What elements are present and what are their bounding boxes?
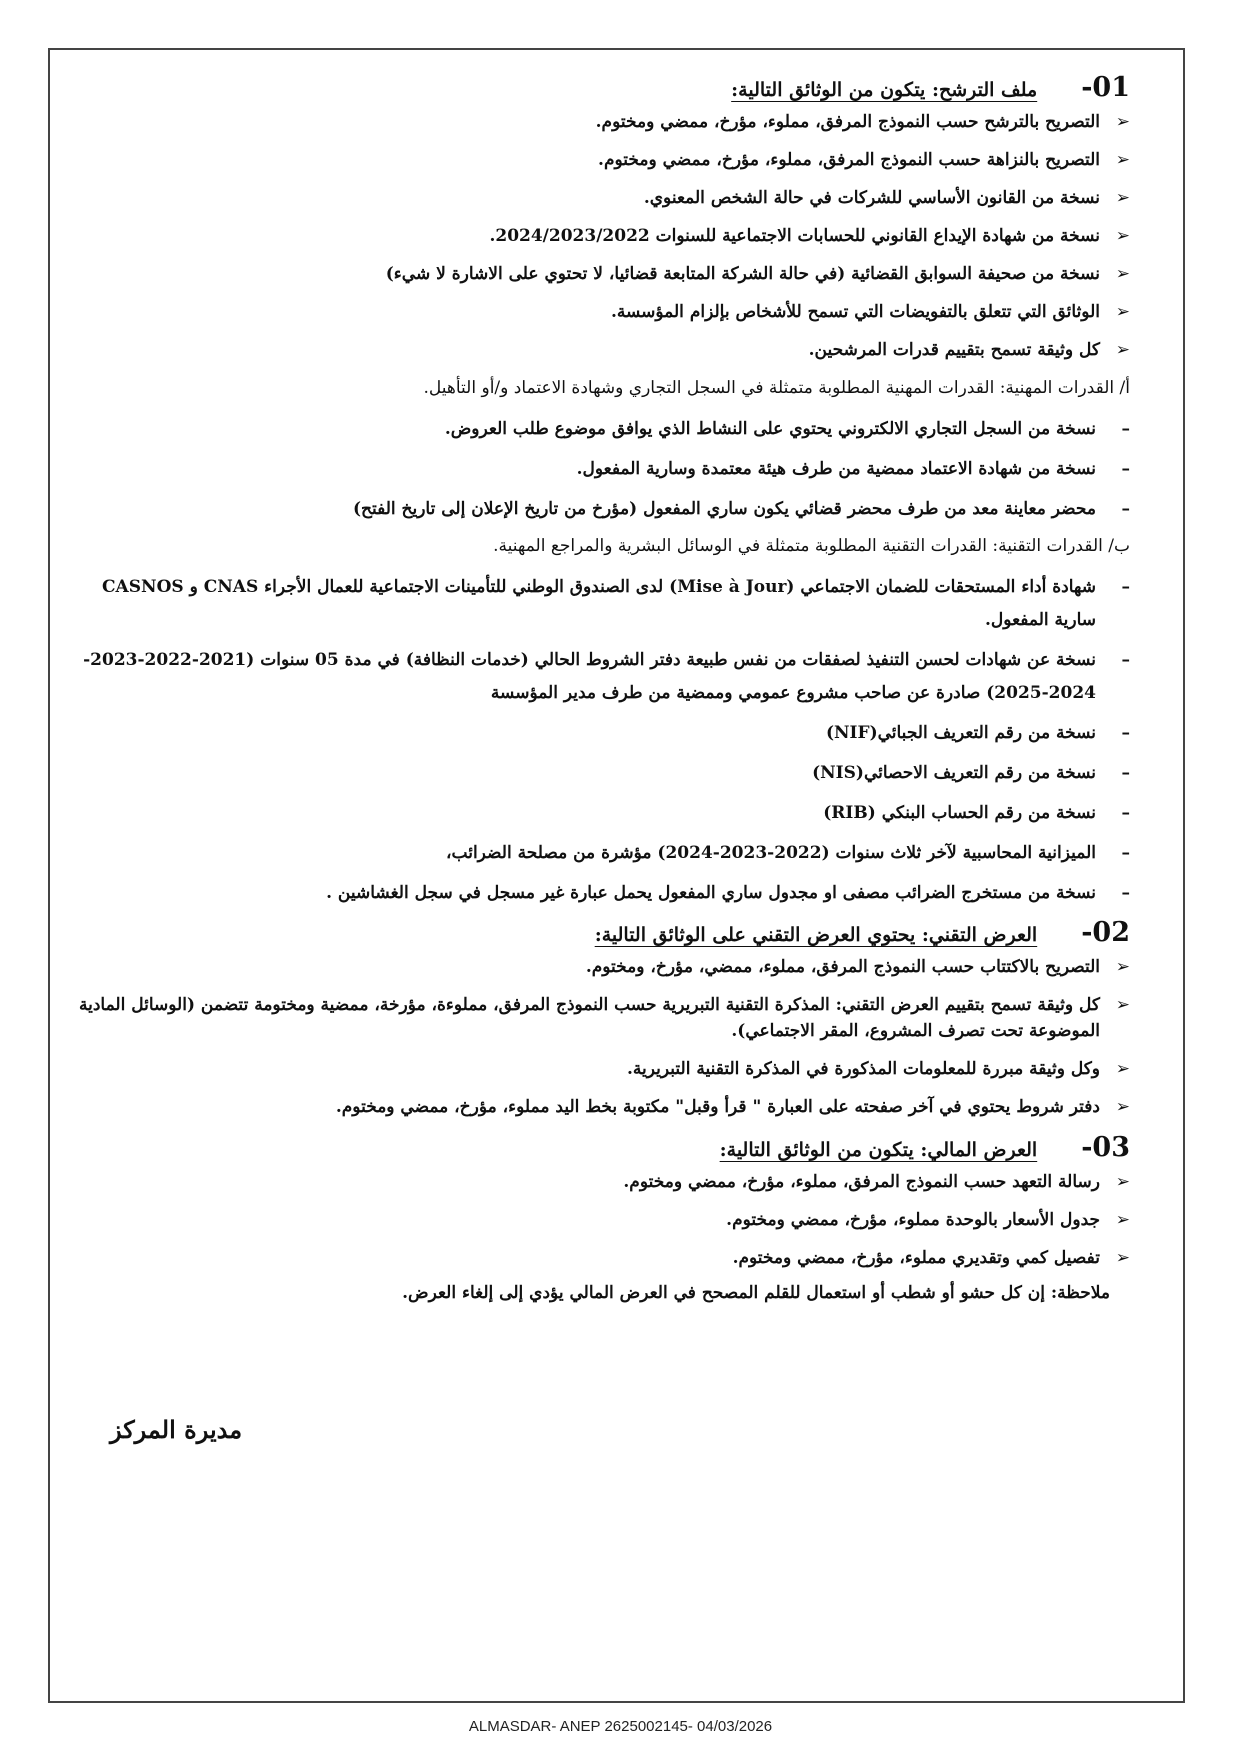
document-body xyxy=(60,66,1140,1303)
section-03-list xyxy=(60,1169,1140,1271)
list-item: ➢ نسخة من القانون الأساسي للشركات في حالة الشخص المعنوي. xyxy=(60,185,1130,211)
professional-capacities-list xyxy=(60,413,1140,526)
dash-bullet-icon: – xyxy=(1121,803,1130,823)
arrow-bullet-icon: ➢ xyxy=(1115,1172,1130,1192)
dash-bullet-icon: – xyxy=(1121,499,1130,519)
list-item: ➢ وكل وثيقة مبررة للمعلومات المذكورة في المذكرة التقنية التبريرية. xyxy=(60,1056,1130,1082)
arrow-bullet-icon: ➢ xyxy=(1115,340,1130,360)
list-item: ➢ كل وثيقة تسمح بتقييم العرض التقني: المذكرة التقنية التبريرية حسب النموذج المرفق، مملوءة، مؤرخة، ممضية ومختومة تتضمن (الوسائل المادية الموضوعة تحت تصرف المشروع، المقر الاجتماعي). xyxy=(60,992,1130,1044)
list-item: ➢ كل وثيقة تسمح بتقييم قدرات المرشحين. xyxy=(60,337,1130,363)
footer-reference: ALMASDAR- ANEP 2625002145- 04/03/2026 xyxy=(468,1718,773,1735)
list-item: – نسخة من شهادة الاعتماد ممضية من طرف هيئة معتمدة وسارية المفعول. xyxy=(60,453,1130,486)
list-item: – محضر معاينة معد من طرف محضر قضائي يكون ساري المفعول (مؤرخ من تاريخ الإعلان إلى تاريخ الفتح) xyxy=(60,493,1130,526)
dash-bullet-icon: – xyxy=(1121,419,1130,439)
dash-bullet-icon: – xyxy=(1121,577,1130,597)
section-03-heading xyxy=(60,1132,1140,1163)
list-item: ➢ التصريح بالنزاهة حسب النموذج المرفق، مملوء، مؤرخ، ممضي ومختوم. xyxy=(60,147,1130,173)
list-item: ➢ نسخة من شهادة الإيداع القانوني للحسابات الاجتماعية للسنوات 2024/2023/2022. xyxy=(60,223,1130,249)
list-item: – نسخة من مستخرج الضرائب مصفى او مجدول ساري المفعول يحمل عبارة غير مسجل في سجل الغشاشين . xyxy=(60,877,1130,910)
section-03-title: العرض المالي: يتكون من الوثائق التالية: xyxy=(719,1139,1038,1161)
technical-capacities-list xyxy=(60,571,1140,910)
list-item: – نسخة من رقم التعريف الجبائي(NIF) xyxy=(60,717,1130,750)
technical-capacities-heading: ب/ القدرات التقنية: القدرات التقنية المطلوبة متمثلة في الوسائل البشرية والمراجع المهنية. xyxy=(493,536,1130,556)
list-item: ➢ تفصيل كمي وتقديري مملوء، مؤرخ، ممضي ومختوم. xyxy=(60,1245,1130,1271)
section-01-title: ملف الترشح: يتكون من الوثائق التالية: xyxy=(731,79,1038,101)
dash-bullet-icon: – xyxy=(1121,459,1130,479)
list-item: ➢ جدول الأسعار بالوحدة مملوء، مؤرخ، ممضي ومختوم. xyxy=(60,1207,1130,1233)
arrow-bullet-icon: ➢ xyxy=(1115,1210,1130,1230)
arrow-bullet-icon: ➢ xyxy=(1115,188,1130,208)
professional-capacities-heading: أ/ القدرات المهنية: القدرات المهنية المطلوبة متمثلة في السجل التجاري وشهادة الاعتماد و/أو التأهيل. xyxy=(423,378,1130,398)
list-item: – نسخة من رقم التعريف الاحصائي(NIS) xyxy=(60,757,1130,790)
arrow-bullet-icon: ➢ xyxy=(1115,957,1130,977)
dash-bullet-icon: – xyxy=(1121,723,1130,743)
arrow-bullet-icon: ➢ xyxy=(1115,1059,1130,1079)
arrow-bullet-icon: ➢ xyxy=(1115,112,1130,132)
arrow-bullet-icon: ➢ xyxy=(1115,226,1130,246)
section-01-heading xyxy=(60,72,1140,103)
list-item: ➢ التصريح بالترشح حسب النموذج المرفق، مملوء، مؤرخ، ممضي ومختوم. xyxy=(60,109,1130,135)
dash-bullet-icon: – xyxy=(1121,650,1130,670)
arrow-bullet-icon: ➢ xyxy=(1115,1248,1130,1268)
director-signature: مديرة المركز xyxy=(110,1415,243,1444)
financial-offer-note: ملاحظة: إن كل حشو أو شطب أو استعمال للقلم المصحح في العرض المالي يؤدي إلى إلغاء العرض. xyxy=(402,1283,1110,1303)
list-item: ➢ التصريح بالاكتتاب حسب النموذج المرفق، مملوء، ممضي، مؤرخ، ومختوم. xyxy=(60,954,1130,980)
list-item: ➢ نسخة من صحيفة السوابق القضائية (في حالة الشركة المتابعة قضائيا، لا تحتوي على الاشارة لا شيء) xyxy=(60,261,1130,287)
list-item: – الميزانية المحاسبية لآخر ثلاث سنوات (2022-2023-2024) مؤشرة من مصلحة الضرائب، xyxy=(60,837,1130,870)
dash-bullet-icon: – xyxy=(1121,883,1130,903)
arrow-bullet-icon: ➢ xyxy=(1115,264,1130,284)
dash-bullet-icon: – xyxy=(1121,843,1130,863)
list-item: – نسخة من رقم الحساب البنكي (RIB) xyxy=(60,797,1130,830)
section-02-title: العرض التقني: يحتوي العرض التقني على الوثائق التالية: xyxy=(594,924,1038,946)
list-item: – نسخة عن شهادات لحسن التنفيذ لصفقات من نفس طبيعة دفتر الشروط الحالي (خدمات النظافة) في مدة 05 سنوات (2021-2022-2023-2024-2025) صادرة عن صاحب مشروع عمومي وممضية من طرف مدير المؤسسة xyxy=(60,644,1130,710)
section-02-list xyxy=(60,954,1140,1120)
section-02-number: 02- xyxy=(1081,917,1130,948)
arrow-bullet-icon: ➢ xyxy=(1115,302,1130,322)
arrow-bullet-icon: ➢ xyxy=(1115,995,1130,1015)
list-item: ➢ دفتر شروط يحتوي في آخر صفحته على العبارة " قرأ وقبل" مكتوبة بخط اليد مملوء، مؤرخ، ممضي ومختوم. xyxy=(60,1094,1130,1120)
section-02-heading xyxy=(60,917,1140,948)
list-item: – شهادة أداء المستحقات للضمان الاجتماعي (Mise à Jour) لدى الصندوق الوطني للتأمينات الاجتماعية للعمال الأجراء CNAS و CASNOS سارية المفعول. xyxy=(60,571,1130,637)
arrow-bullet-icon: ➢ xyxy=(1115,150,1130,170)
list-item: ➢ رسالة التعهد حسب النموذج المرفق، مملوء، مؤرخ، ممضي ومختوم. xyxy=(60,1169,1130,1195)
section-01-list xyxy=(60,109,1140,363)
arrow-bullet-icon: ➢ xyxy=(1115,1097,1130,1117)
section-01-number: 01- xyxy=(1081,72,1130,103)
list-item: – نسخة من السجل التجاري الالكتروني يحتوي على النشاط الذي يوافق موضوع طلب العروض. xyxy=(60,413,1130,446)
section-03-number: 03- xyxy=(1081,1132,1130,1163)
dash-bullet-icon: – xyxy=(1121,763,1130,783)
list-item: ➢ الوثائق التي تتعلق بالتفويضات التي تسمح للأشخاص بإلزام المؤسسة. xyxy=(60,299,1130,325)
